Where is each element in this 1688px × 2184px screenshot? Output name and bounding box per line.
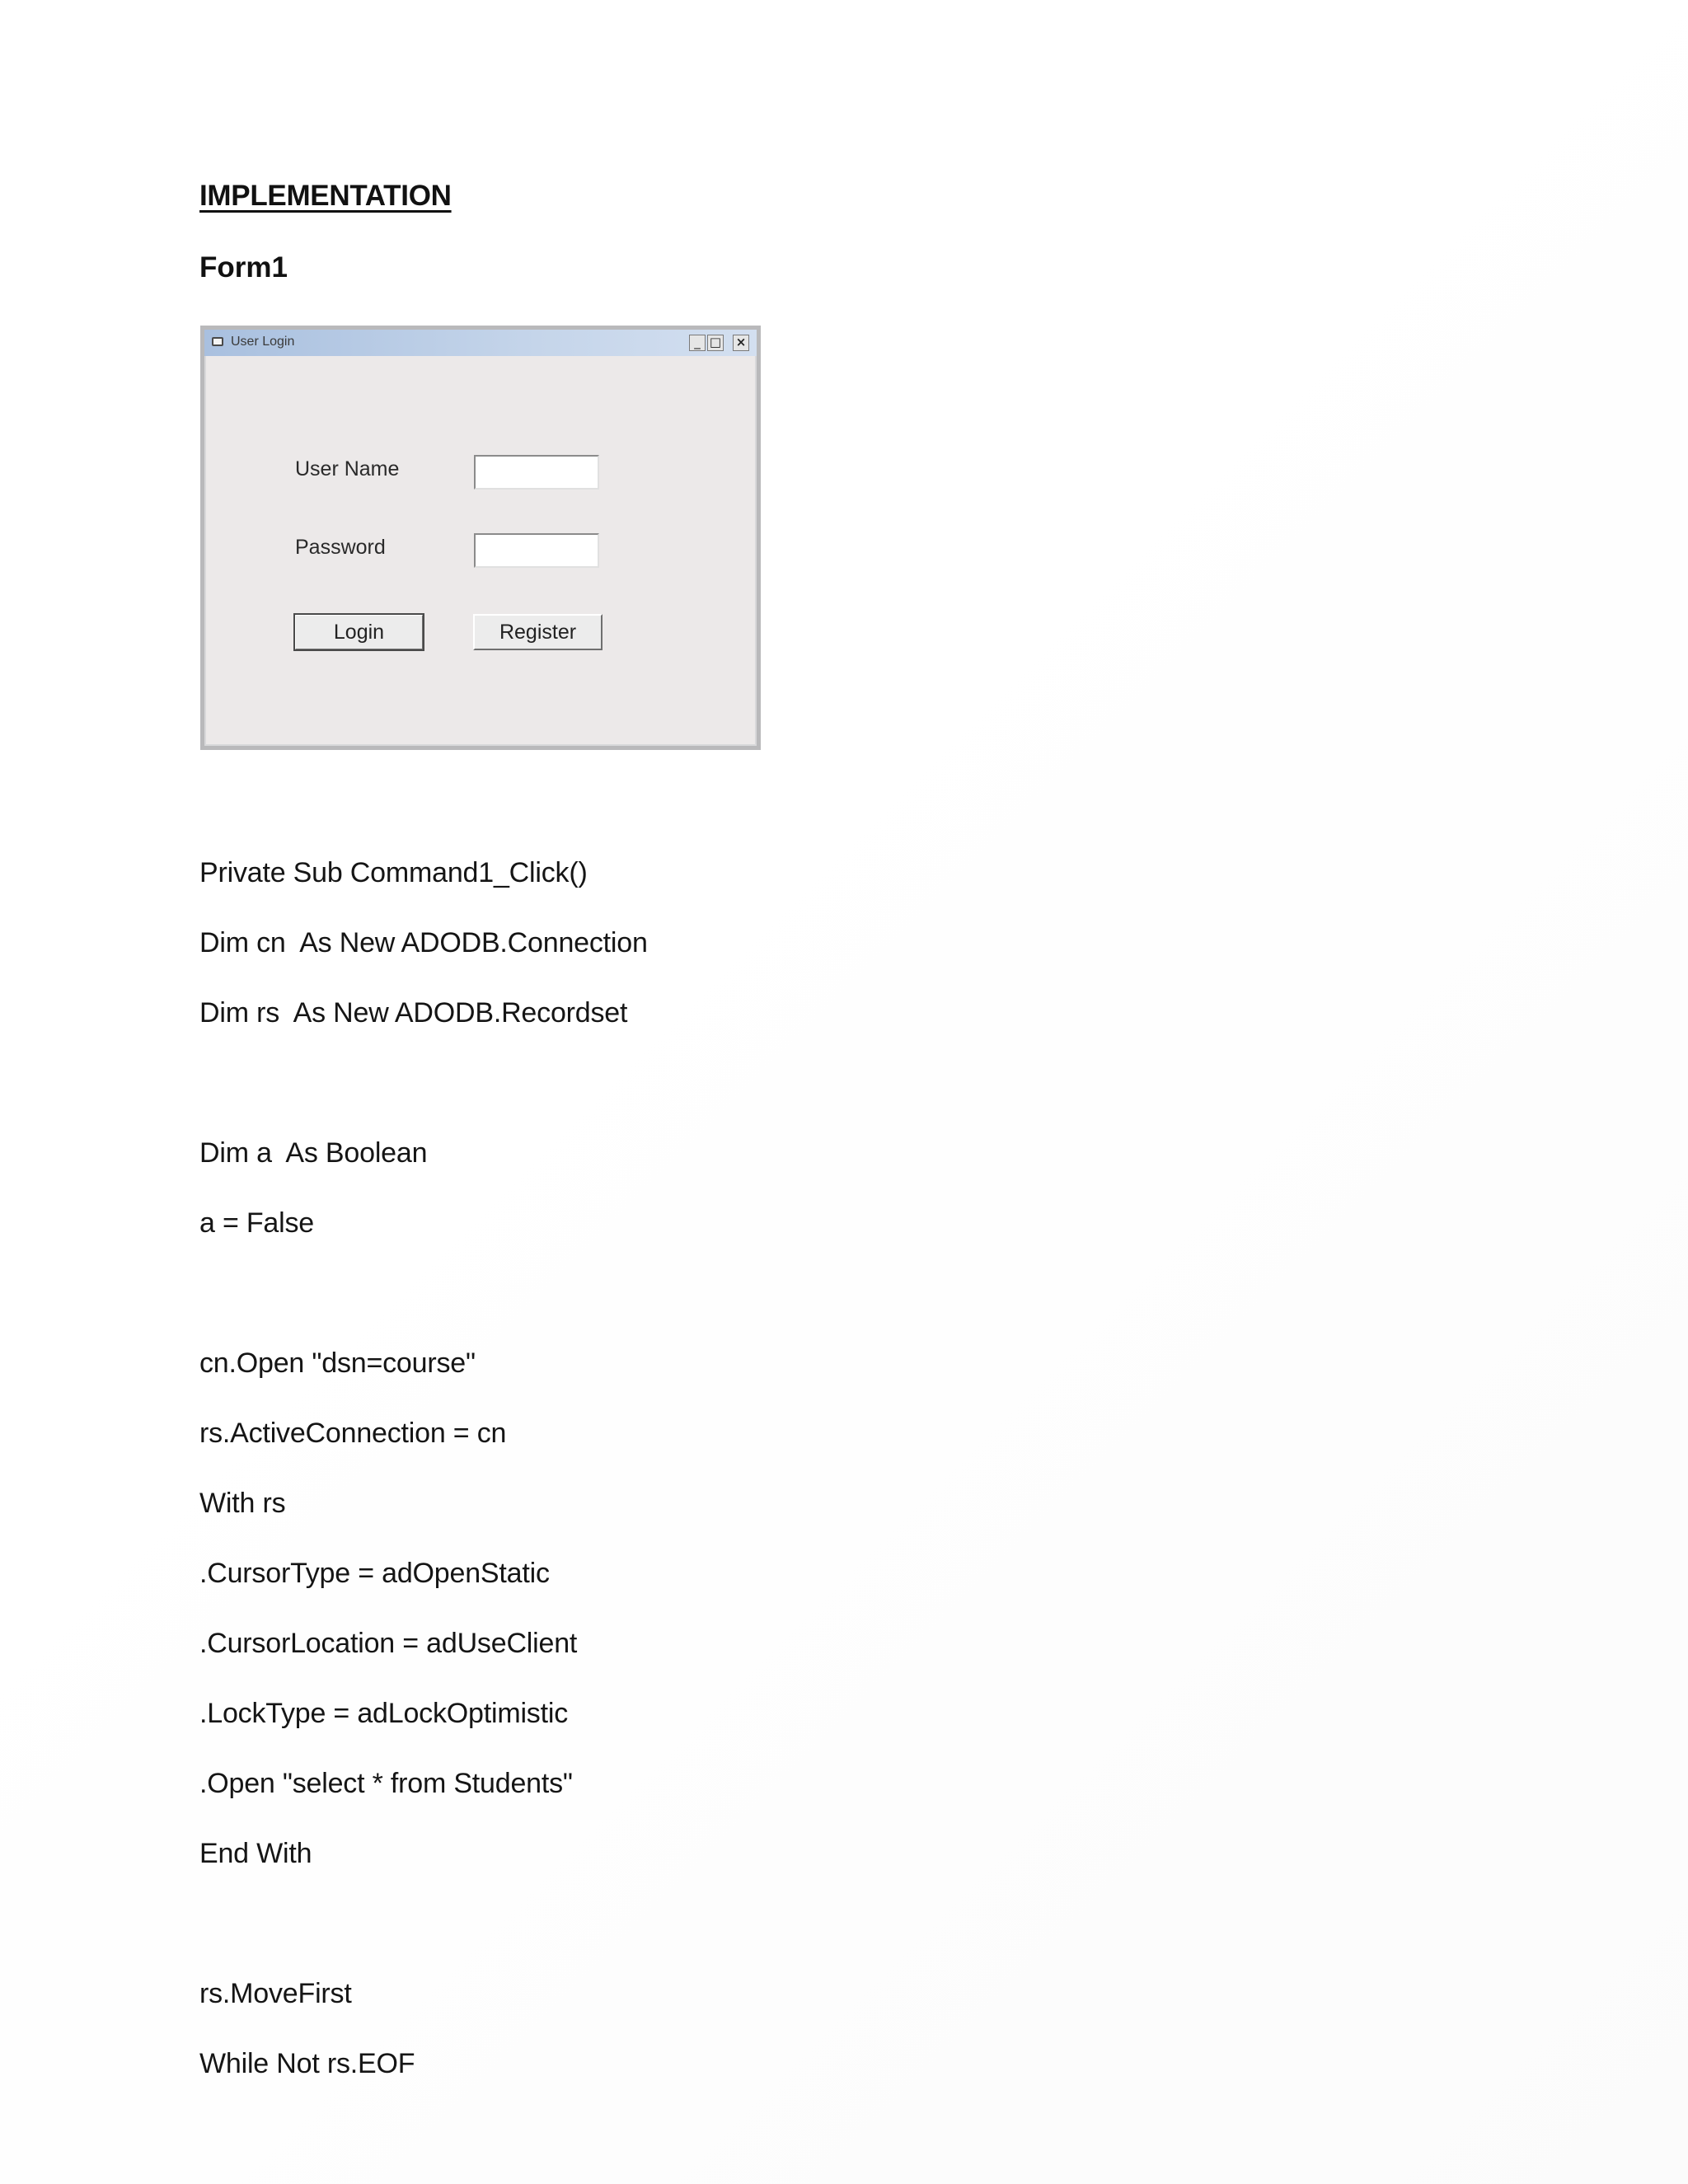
code-line: Dim a As Boolean [199,1137,428,1169]
code-line: .CursorLocation = adUseClient [199,1628,578,1659]
code-line: rs.ActiveConnection = cn [199,1418,507,1449]
window-title: User Login [231,335,295,349]
code-line: End With [199,1838,312,1869]
code-line: Dim rs As New ADODB.Recordset [199,997,628,1029]
code-line: cn.Open "dsn=course" [199,1347,476,1379]
code-line: rs.MoveFirst [199,1978,352,2009]
maximize-icon[interactable]: □ [707,335,724,351]
form-heading: Form1 [199,251,288,284]
section-heading: IMPLEMENTATION [199,180,452,212]
minimize-icon[interactable]: _ [689,335,706,351]
code-line: .Open "select * from Students" [199,1768,573,1799]
register-button[interactable]: Register [473,614,603,650]
password-input[interactable] [474,533,599,568]
password-label: Password [295,536,386,559]
code-line: .CursorType = adOpenStatic [199,1558,550,1589]
username-label: User Name [295,457,400,480]
close-icon[interactable]: × [733,335,749,351]
code-line: Private Sub Command1_Click() [199,857,588,888]
code-line: With rs [199,1488,286,1519]
login-window-screenshot [200,326,761,750]
code-line: .LockType = adLockOptimistic [199,1698,568,1729]
code-line: While Not rs.EOF [199,2048,415,2079]
window-icon [212,337,223,346]
code-line: a = False [199,1207,314,1239]
login-button[interactable]: Login [294,614,424,650]
code-line: Dim cn As New ADODB.Connection [199,927,648,958]
window-titlebar[interactable] [204,330,757,356]
username-input[interactable] [474,455,599,490]
